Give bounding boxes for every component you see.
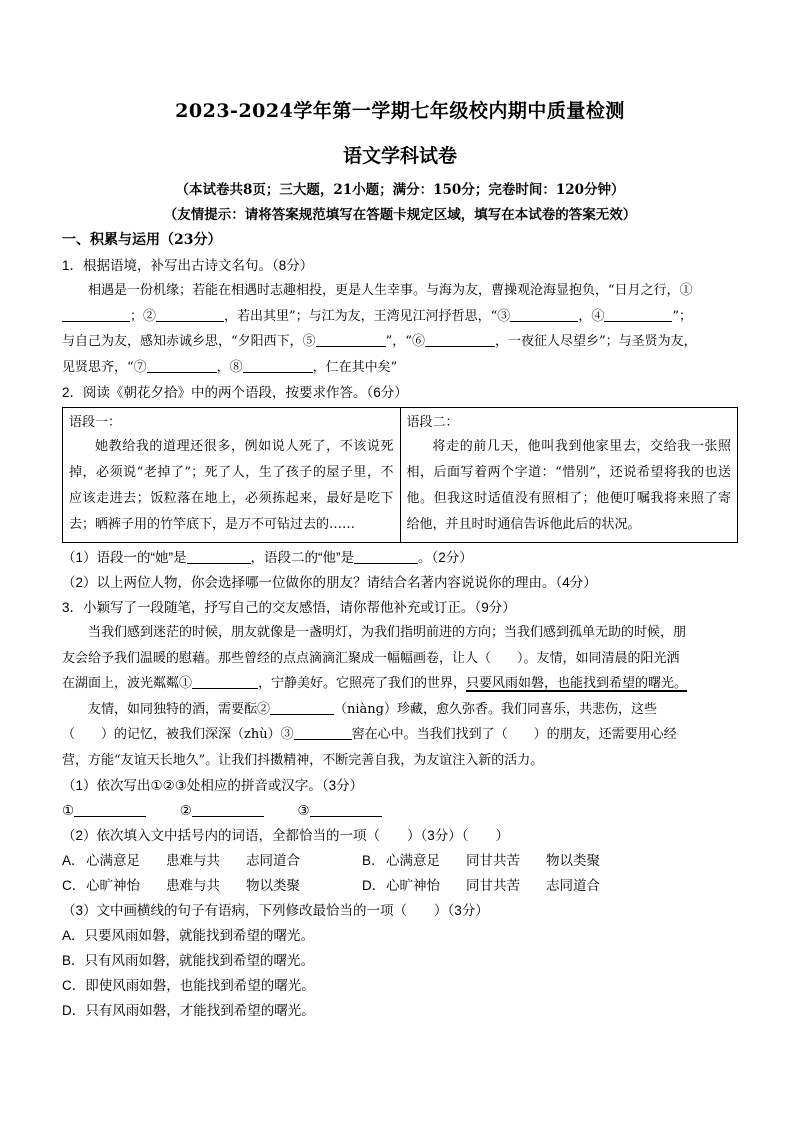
answer-blank[interactable] xyxy=(316,332,386,347)
q1-stem: 1．根据语境，补写出古诗文名句。（8分） xyxy=(62,258,314,273)
answer-blank[interactable] xyxy=(243,358,313,373)
passage-two xyxy=(400,408,738,543)
q2-sub1: （1）语段一的“她”是 ，语段二的“他”是 。（2分） xyxy=(62,550,473,565)
q1-line2: ；② ，若出其里”；与江为友，王湾见江河抒哲思，“③ ，④ ”； xyxy=(62,304,738,330)
passage-one-title: 语段一： xyxy=(69,415,122,430)
q1-line3: 与自己为友，感知赤诚乡思，“夕阳西下，⑤ ”，“⑥ ，一夜征人尽望乡”；与圣贤为友， xyxy=(62,334,697,349)
exam-title: 2023-2024学年第一学期七年级校内期中质量检测 xyxy=(175,100,625,122)
q1-line4: 见贤思齐，“⑦ ，⑧ ，仁在其中矣” xyxy=(62,359,398,375)
option-b[interactable]: B．心满意足 同甘共苦 物以类聚 xyxy=(362,853,600,868)
answer-blank[interactable] xyxy=(74,802,146,817)
underlined-sentence: 只要风雨如磐，也能找到希望的曙光。 xyxy=(466,676,688,691)
q2-sub2: （2）以上两位人物，你会选择哪一位做你的朋友？请结合名著内容说说你的理由。（4分） xyxy=(62,575,597,590)
q3-stem: 3．小颖写了一段随笔，抒写自己的交友感悟，请你帮他补充或订正。（9分） xyxy=(62,600,516,615)
q3-sub3-option-d[interactable]: D．只有风雨如磐，才能找到希望的曙光。 xyxy=(62,1003,315,1018)
answer-blank[interactable] xyxy=(425,332,495,347)
exam-info: （本试卷共8页；三大题，21小题；满分：150分；完卷时间：120分钟） xyxy=(175,182,625,198)
q3-line2: 友会给予我们温暖的慰藉。那些曾经的点点滴滴汇聚成一幅幅画卷，让人（ ）。友情，如同清晨的阳光洒 xyxy=(62,650,680,666)
answer-blank[interactable] xyxy=(294,725,352,740)
subject-title: 语文学科试卷 xyxy=(342,145,457,167)
q3-sub2: （2）依次填入文中括号内的词语，全都恰当的一项（ ）（3分）（ ） xyxy=(62,828,510,843)
q2-stem: 2．阅读《朝花夕拾》中的两个语段，按要求作答。（6分） xyxy=(62,385,408,400)
passage-one-text: 她教给我的道理还很多，例如说人死了，不该说死掉，必须说“老掉了”；死了人，生了孩子的屋子里，不应该走进去；饭粒落在地上，必须拣起来，最好是吃下去；晒裤子用的竹竿底下，是万不可钻过去的…… xyxy=(69,439,394,532)
passage-two-title: 语段二： xyxy=(406,415,459,430)
answer-blank[interactable] xyxy=(604,307,672,322)
q3-line5: （ ）的记忆，被我们深深（zhù）③ 窖在心中。当我们找到了（ ）的朋友，还需要用心经 xyxy=(62,727,677,742)
q3-sub3-option-b[interactable]: B．只有风雨如磐，就能找到希望的曙光。 xyxy=(62,953,315,968)
answer-blank[interactable] xyxy=(147,358,217,373)
q3-sub3-option-c[interactable]: C．即使风雨如磐，也能找到希望的曙光。 xyxy=(62,978,315,993)
reading-passages xyxy=(62,407,738,543)
q3-line6: 营，方能“友谊天长地久”。让我们抖擞精神，不断完善自我，为友谊注入新的活力。 xyxy=(62,752,544,768)
answer-blank[interactable] xyxy=(156,307,224,322)
option-a[interactable]: A．心满意足 患难与共 志同道合 xyxy=(62,853,300,868)
option-d[interactable]: D．心旷神怡 同甘共苦 志同道合 xyxy=(362,878,600,893)
option-c[interactable]: C．心旷神怡 患难与共 物以类聚 xyxy=(62,878,300,893)
answer-blank[interactable] xyxy=(187,549,251,564)
q3-sub3: （3）文中画横线的句子有语病，下列修改最恰当的一项（ ）（3分） xyxy=(62,903,489,918)
q3-sub1: （1）依次写出①②③处相应的拼音或汉字。（3分） xyxy=(62,778,364,793)
q3-line3: 在湖面上，波光粼粼① ，宁静美好。它照亮了我们的世界，只要风雨如磐，也能找到希望的曙光。 xyxy=(62,676,688,691)
q3-line1: 当我们感到迷茫的时候，朋友就像是一盏明灯，为我们指明前进的方向；当我们感到孤单无助的时候，朋 xyxy=(88,625,687,640)
answer-blank[interactable] xyxy=(62,307,130,322)
q3-sub2-options-row2 xyxy=(62,873,738,898)
answer-blank[interactable] xyxy=(270,700,334,715)
passage-one xyxy=(63,408,401,543)
answer-blank[interactable] xyxy=(354,549,418,564)
answer-blank[interactable] xyxy=(310,802,382,817)
q3-sub1-blanks: ① ② ③ xyxy=(62,798,738,823)
q3-line4: 友情，如同独特的酒，需要酝② （niàng）珍藏，愈久弥香。我们同喜乐，共悲伤，这些 xyxy=(88,701,657,717)
answer-blank[interactable] xyxy=(192,802,264,817)
q3-sub2-options-row1 xyxy=(62,848,738,873)
exam-tip: （友情提示：请将答案规范填写在答题卡规定区域，填写在本试卷的答案无效） xyxy=(163,207,637,223)
exam-page xyxy=(62,96,738,1023)
q1-line1: 相遇是一份机缘；若能在相遇时志趣相投，更是人生幸事。与海为友，曹操观沧海显抱负，“日月之行，① xyxy=(88,283,693,298)
answer-blank[interactable] xyxy=(192,674,258,689)
q3-sub3-option-a[interactable]: A．只要风雨如磐，就能找到希望的曙光。 xyxy=(62,928,315,943)
section-title: 一、积累与运用（23分） xyxy=(62,232,222,248)
passage-two-text: 将走的前几天，他叫我到他家里去，交给我一张照相，后面写着两个字道：“惜别”，还说希望将我的也送他。但我这时适值没有照相了；他便叮嘱我将来照了寄给他，并且时时通信告诉他此后的状况。 xyxy=(406,439,731,532)
answer-blank[interactable] xyxy=(510,307,578,322)
